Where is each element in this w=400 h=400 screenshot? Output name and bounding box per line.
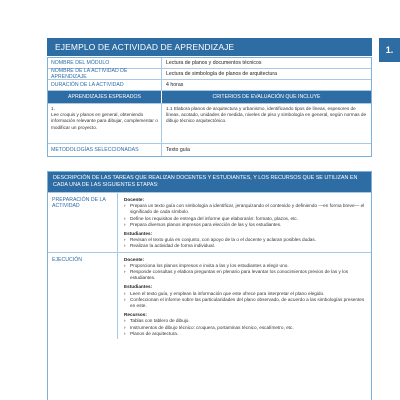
table-row [48,80,371,91]
duration-value: 4 horas [166,82,184,88]
activity-name-value: Lectura de simbología de planos de arquitectura [166,71,278,77]
execution-label: EJECUCIÓN [48,253,118,339]
docente-list [124,203,366,228]
list-item: › Planos de arquitectura. [124,331,366,337]
list-item: › Responde consultas y elabora preguntas en plenario para levantar los conocimientos previos de las y los estudiantes. [124,269,366,281]
docente-heading: Docente: [124,256,145,262]
list-item: › Proporciona los planos impresos e invita a las y los estudiantes a elegir uno. [124,263,366,269]
estudiantes-heading: Estudiantes: [124,284,153,290]
recursos-heading: Recursos: [124,312,147,318]
metodologias-value: Texto guía [166,147,190,153]
list-item: › Prepara diversos planos impresos para elección de las y los estudiantes. [124,222,366,228]
duration-label: DURACIÓN DE LA ACTIVIDAD [48,80,162,90]
list-item: › Prepara un texto guía con simbología a identificar, jerarquizando el contenido y definiendo —en forma breve— el significado de cada símbolo. [124,203,366,215]
execution-section [48,252,371,339]
preparation-section [48,192,371,252]
activity-name-label: NOMBRE DE LA ACTIVIDAD DE APRENDIZAJE [48,69,162,79]
recursos-list [124,318,366,337]
preparation-label: PREPARACIÓN DE LA ACTIVIDAD [48,193,118,252]
table-row [48,69,371,80]
table-row [48,144,371,156]
criterios-header: CRITERIOS DE EVALUACIÓN QUE INCLUYE [212,94,321,100]
criterio-text: 1.1 Elabora planos de arquitectura y urbanismo, identificando tipos de líneas, espesores de líneas, acotado, unidades de medida, niveles de piso y simbología en general, según normas de dibujo técnico arquitectónico. [166,106,367,124]
page-title: EJEMPLO DE ACTIVIDAD DE APRENDIZAJE [47,38,372,56]
list-item: › Define los requisitos de entrega del informe que elaborarán: formato, plazos, etc. [124,216,366,222]
estudiantes-list [124,291,366,310]
estudiantes-list [124,237,366,249]
list-item: › Revisan el texto guía en conjunto, con apoyo de la o el docente y aclaran posibles dudas. [124,237,366,243]
docente-list [124,263,366,282]
list-item: › Confeccionan el informe sobre las particularidades del plano observado, de acuerdo a las simbologías presentes en este. [124,297,366,309]
list-item: › Tablas con tablero de dibujo. [124,318,366,324]
table-row [48,104,371,144]
aprendizajes-header: APRENDIZAJES ESPERADOS [48,91,162,103]
tasks-description-header: DESCRIPCIÓN DE LAS TAREAS QUE REALIZAN DOCENTES Y ESTUDIANTES, Y LOS RECURSOS QUE SE UTILIZAN EN CADA UNA DE LAS SIGUIENTES ETAPAS: [48,172,371,192]
list-item: › Instrumentos de dibujo técnico: croquera, portaminas técnico, escalímetro, etc. [124,325,366,331]
preparation-body [118,193,371,252]
tasks-table [47,171,372,400]
activity-info-table [47,57,372,157]
metodologias-label: METODOLOGÍAS SELECCIONADAS [48,144,162,156]
module-name-label: NOMBRE DEL MÓDULO [48,58,162,68]
docente-heading: Docente: [124,197,145,202]
list-item: › Realizan la actividad de forma individual. [124,243,366,249]
table-header-row [48,91,371,104]
execution-body [118,253,371,339]
estudiantes-heading: Estudiantes: [124,231,153,237]
aprendizaje-text: 1. Lee croquis y planos en general, obteniendo información relevante para dibujar, complementar o modificar un proyecto. [48,104,162,143]
list-item: › Leen el texto guía, y emplean la información que este ofrece para interpretar el plano elegido. [124,291,366,297]
page-number: 1. [379,38,400,62]
module-name-value: Lectura de planos y documentos técnicos [166,60,262,66]
